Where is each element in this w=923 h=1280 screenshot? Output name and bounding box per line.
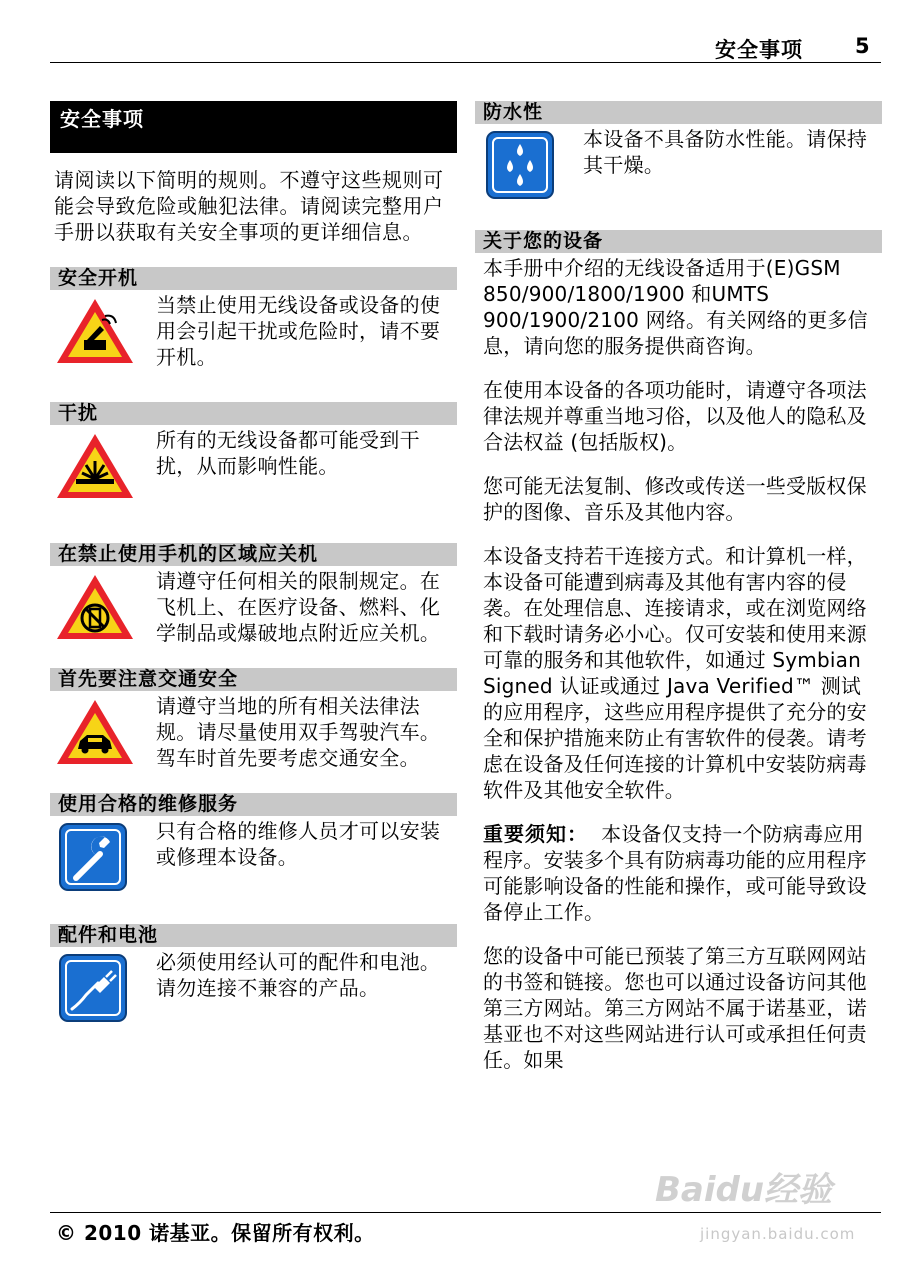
wrench-icon — [54, 822, 136, 892]
section-heading: 关于您的设备 — [475, 230, 882, 253]
section-text: 请遵守任何相关的限制规定。在飞机上、在医疗设备、燃料、化学制品或爆破地点附近应关机。 — [156, 569, 441, 645]
section-heading: 在禁止使用手机的区域应关机 — [50, 543, 457, 566]
section-heading: 安全开机 — [50, 267, 457, 290]
section-text: 只有合格的维修人员才可以安装或修理本设备。 — [156, 819, 441, 869]
car-warning-icon — [54, 697, 136, 767]
section-text: 本设备不具备防水性能。请保持其干燥。 — [583, 127, 868, 177]
section-text: 必须使用经认可的配件和电池。请勿连接不兼容的产品。 — [156, 950, 441, 1000]
safety-intro: 请阅读以下简明的规则。不遵守这些规则可能会导致危险或触犯法律。请阅读完整用户手册以获取有关安全事项的更详细信息。 — [54, 168, 444, 244]
no-phone-warning-icon — [54, 572, 136, 642]
battery-connector-icon — [54, 953, 136, 1023]
left-column — [50, 101, 457, 1023]
important-label: 重要须知： — [483, 822, 588, 846]
watermark-url: jingyan.baidu.com — [700, 1225, 856, 1243]
paragraph: 本设备支持若干连接方式。和计算机一样，本设备可能遭到病毒及其他有害内容的侵袭。在处理信息、连接请求，或在浏览网络和下载时请务必小心。仅可安装和使用来源可靠的服务和其他软件，如通过 Symbian Signed 认证或通过 Java Verified™ 测试的应用程序，这些应用程序提供了充分的安全和保护措施来防止有害软件的侵袭。请考虑在设备及任何连接的计算机中安装防病毒软件及其他安全软件。 — [483, 544, 867, 802]
section-heading: 首先要注意交通安全 — [50, 668, 457, 691]
section-text: 当禁止使用无线设备或设备的使用会引起干扰或危险时，请不要开机。 — [156, 293, 441, 369]
section-about-device — [475, 230, 882, 1073]
section-text: 所有的无线设备都可能受到干扰，从而影响性能。 — [156, 428, 420, 478]
section-heading: 干扰 — [50, 402, 457, 425]
section-enhancements-batteries — [50, 924, 457, 1023]
section-interference — [50, 402, 457, 501]
section-text: 请遵守当地的所有相关法律法规。请尽量使用双手驾驶汽车。驾车时首先要考虑交通安全。 — [156, 694, 441, 770]
right-column — [475, 101, 882, 1091]
section-heading: 防水性 — [475, 101, 882, 124]
header-rule — [50, 62, 881, 63]
section-switch-off-restricted — [50, 543, 457, 646]
interference-warning-icon — [54, 431, 136, 501]
section-heading: 使用合格的维修服务 — [50, 793, 457, 816]
paragraph: 在使用本设备的各项功能时，请遵守各项法律法规并尊重当地习俗，以及他人的隐私及合法权益 (包括版权)。 — [483, 378, 867, 454]
page-number: 5 — [855, 34, 870, 58]
paragraph: 本手册中介绍的无线设备适用于(E)GSM 850/900/1800/1900 和UMTS 900/1900/2100 网络。有关网络的更多信息，请向您的服务提供商咨询。 — [483, 256, 868, 358]
important-text: 本设备仅支持一个防病毒应用程序。安装多个具有防病毒功能的应用程序可能影响设备的性能和操作，或可能导致设备停止工作。 — [483, 822, 867, 924]
header-title: 安全事项 — [715, 38, 803, 62]
baidu-watermark-logo: Baidu经验 — [655, 1170, 833, 1210]
paragraph: 您的设备中可能已预装了第三方互联网网站的书签和链接。您也可以通过设备访问其他第三方网站。第三方网站不属于诺基亚，诺基亚也不对这些网站进行认可或承担任何责任。如果 — [483, 944, 867, 1072]
paragraph: 您可能无法复制、修改或传送一些受版权保护的图像、音乐及其他内容。 — [483, 474, 867, 524]
footer-rule — [50, 1212, 881, 1213]
section-heading: 配件和电池 — [50, 924, 457, 947]
section-qualified-service — [50, 793, 457, 892]
section-switch-on-safely — [50, 267, 457, 370]
phone-on-warning-icon — [54, 296, 136, 366]
important-note — [483, 821, 879, 925]
section-water-resistance — [475, 101, 882, 200]
water-drops-icon — [481, 130, 563, 200]
safety-title: 安全事项 — [50, 101, 457, 153]
section-road-safety — [50, 668, 457, 771]
copyright: © 2010 诺基亚。保留所有权利。 — [56, 1221, 375, 1245]
